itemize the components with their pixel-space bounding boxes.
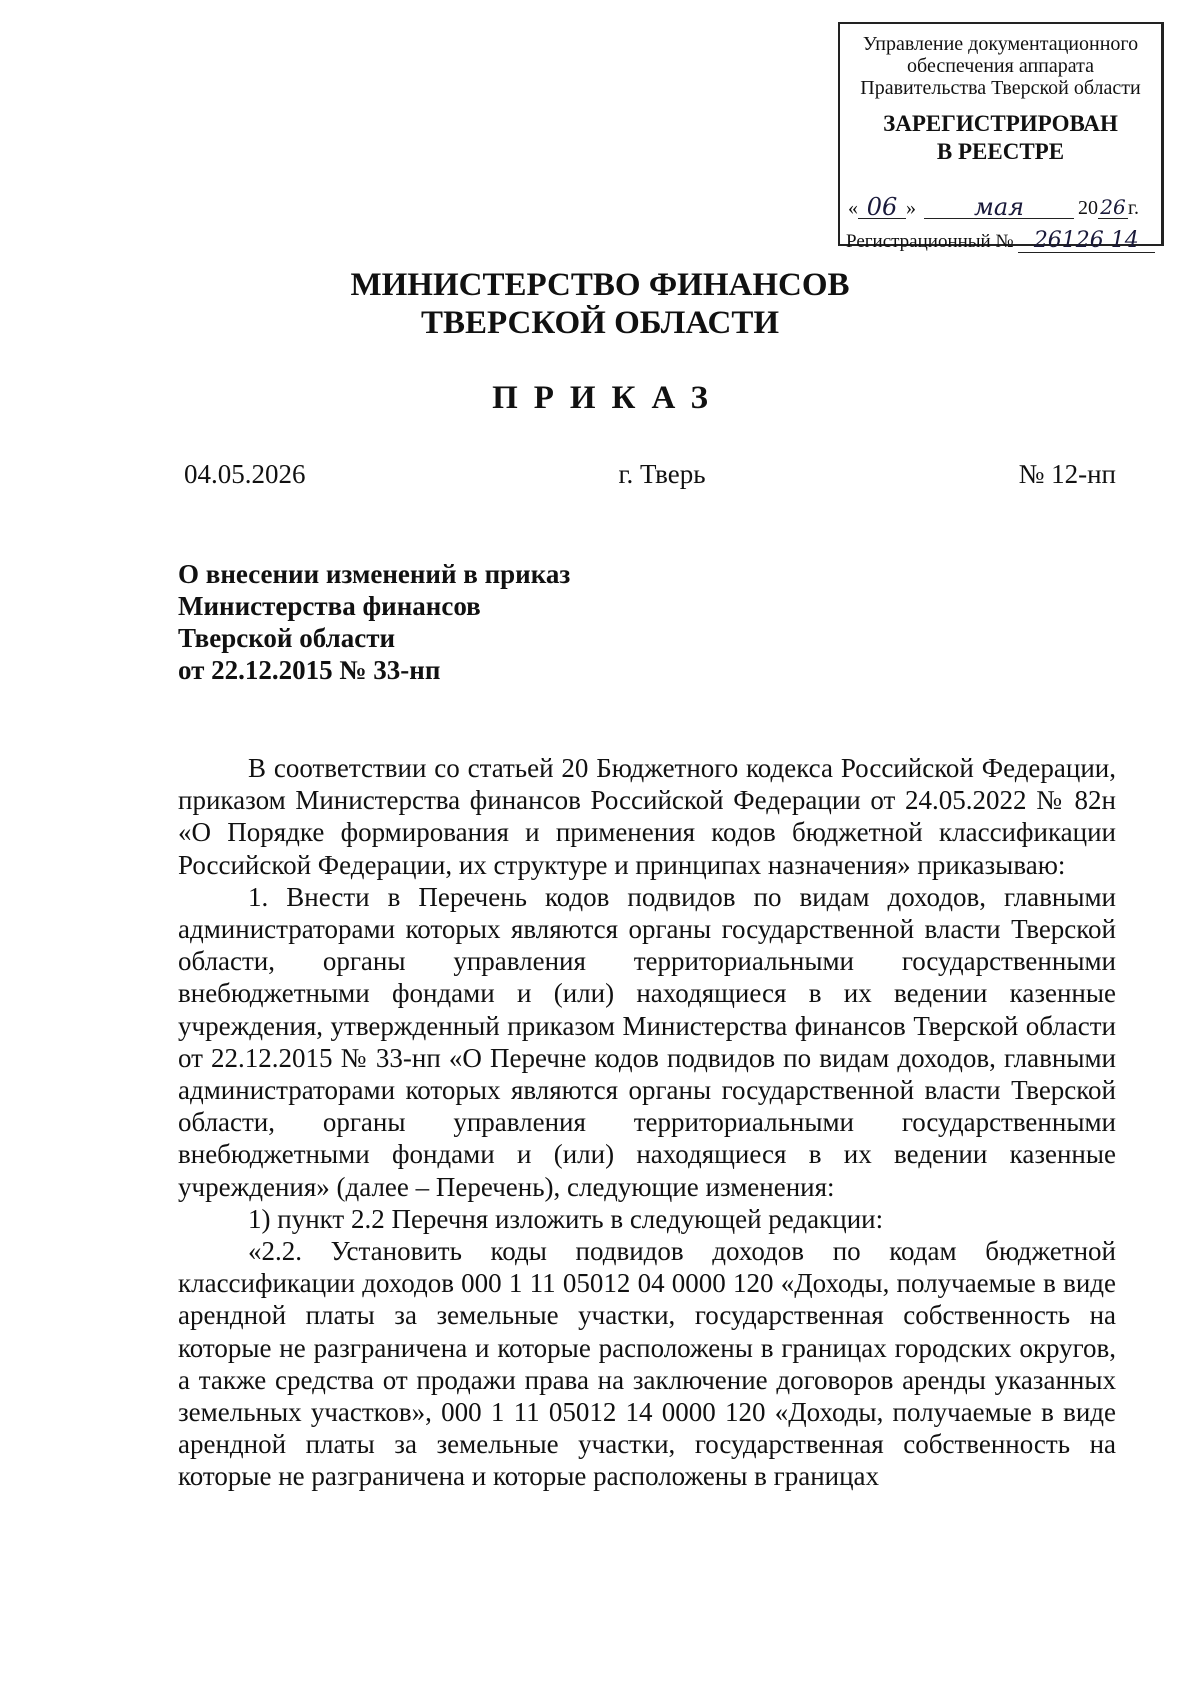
- body-paragraph-preamble: В соответствии со статьей 20 Бюджетного кодекса Российской Федерации, приказом Министерства финансов Российской Федерации от 24.05.2022 № 82н «О Порядке формирования и применения кодов бюджетной классификации Российской Федерации, их структуре и принципах назначения» приказываю:: [178, 753, 1116, 880]
- document-subject: [178, 558, 570, 686]
- subject-line: Министерства финансов: [178, 591, 481, 621]
- ministry-title: [0, 266, 1200, 342]
- document-body: [178, 752, 1116, 1493]
- body-paragraph-item1: 1. Внести в Перечень кодов подвидов по видам доходов, главными администраторами которых являются органы государственной власти Тверской области, органы управления территориальными государственными внебюджетными фондами и (или) находящиеся в их ведении казенные учреждения, утвержденный приказом Министерства финансов Тверской области от 22.12.2015 № 33-нп «О Перечне кодов подвидов по видам доходов, главными администраторами которых являются органы государственной власти Тверской области, органы управления территориальными государственными внебюджетными фондами и (или) находящиеся в их ведении казенные учреждения» (далее – Перечень), следующие изменения:: [178, 881, 1116, 1202]
- body-paragraph-item1-1-text: «2.2. Установить коды подвидов доходов по кодам бюджетной классификации доходов 000 1 11 05012 04 0000 120 «Доходы, получаемые в виде арендной платы за земельные участки, государственная собственность на которые не разграничена и которые расположены в границах городских округов, а также средства от продажи права на заключение договоров аренды указанных земельных участков», 000 1 11 05012 14 0000 120 «Доходы, получаемые в виде арендной платы за земельные участки, государственная собственность на которые не разграничена и которые расположены в границах: [178, 1236, 1116, 1492]
- stamp-number-handwritten: 26126 14: [1018, 230, 1155, 253]
- stamp-org-line: Управление документационного: [862, 33, 1139, 55]
- stamp-registered-line: ЗАРЕГИСТРИРОВАН: [883, 111, 1118, 136]
- document-city: г. Тверь: [618, 459, 706, 489]
- document-date: 04.05.2026: [184, 459, 306, 489]
- stamp-org-line: обеспечения аппарата: [907, 55, 1094, 77]
- subject-line: Тверской области: [178, 623, 396, 653]
- document-number: № 12-нп: [1018, 459, 1116, 489]
- stamp-year-prefix: 20: [1078, 197, 1098, 219]
- stamp-date-row: « 06 » мая 20 26 г.: [848, 193, 1139, 221]
- stamp-month-handwritten: мая: [924, 196, 1074, 219]
- document-type: ПРИКАЗ: [492, 380, 724, 416]
- stamp-organization: [840, 24, 1161, 99]
- stamp-org-line: Правительства Тверской области: [860, 77, 1141, 99]
- body-paragraph-item1-1: 1) пункт 2.2 Перечня изложить в следующей редакции:: [248, 1203, 884, 1234]
- stamp-number-row: [846, 230, 1155, 253]
- stamp-day-handwritten: 06: [858, 196, 906, 219]
- stamp-number-label: Регистрационный №: [846, 231, 1014, 252]
- ministry-title-line: ТВЕРСКОЙ ОБЛАСТИ: [420, 305, 780, 341]
- stamp-year-end: г.: [1128, 197, 1139, 219]
- subject-line: О внесении изменений в приказ: [178, 559, 571, 589]
- subject-line: от 22.12.2015 № 33-нп: [178, 655, 441, 685]
- document-meta: [184, 459, 1116, 490]
- stamp-registered-title: [840, 110, 1161, 166]
- ministry-title-line: МИНИСТЕРСТВО ФИНАНСОВ: [350, 267, 850, 303]
- stamp-registered-line: В РЕЕСТРЕ: [936, 139, 1065, 164]
- registration-stamp: [838, 22, 1164, 253]
- stamp-year-handwritten: 26: [1098, 196, 1128, 219]
